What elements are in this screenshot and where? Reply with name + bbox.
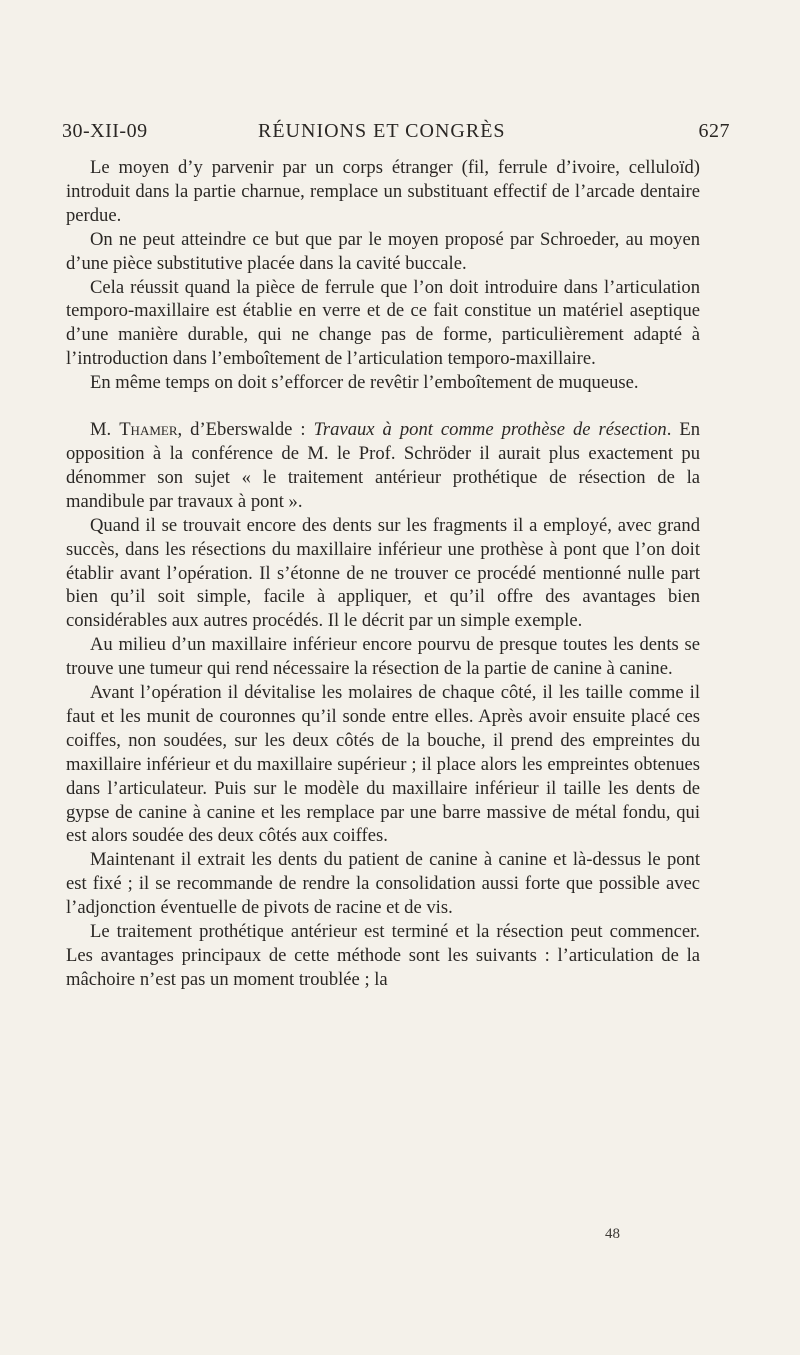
- thamer-text: . En opposition à la conférence de M. le Prof. Schröder il aurait plus exactement pu dénommer son sujet « le traitement antérieur prothétique de résection de la mandibule par travaux à pont ».: [66, 419, 701, 512]
- thamer-paragraph: [66, 418, 700, 514]
- header-section-title: RÉUNIONS ET CONGRÈS: [258, 120, 506, 142]
- paragraph: Cela réussit quand la pièce de ferrule que l’on doit introduire dans l’articulation temporo-maxillaire est établie en verre et de ce fait constitue un matériel aseptique d’une manière durable, qui ne change pas de forme, particulièrement adapté à l’introduction dans l’emboîtement de l’articulation temporo-maxillaire.: [66, 276, 700, 370]
- header-date: 30-XII-09: [62, 120, 148, 142]
- author-name: Thamer: [119, 419, 178, 441]
- paragraph: Maintenant il extrait les dents du patient de canine à canine et là-dessus le pont est fixé ; il se recommande de rendre la consolidation aussi forte que possible avec l’adjonction éventuelle de pivots de racine et de vis.: [66, 849, 700, 919]
- page-number: 627: [698, 120, 730, 142]
- author-place: , d’Eberswalde :: [177, 419, 314, 441]
- paragraph: Le traitement prothétique antérieur est terminé et la résection peut commencer. Les avantages principaux de cette méthode sont les suivants : l’articulation de la mâchoire n’est pas un moment troublée ; la: [66, 921, 700, 990]
- paragraph: Le moyen d’y parvenir par un corps étranger (fil, ferrule d’ivoire, celluloïd) introduit dans la partie charnue, remplace un substituant effectif de l’arcade dentaire perdue.: [66, 157, 700, 226]
- paragraph: On ne peut atteindre ce but que par le moyen proposé par Schroeder, au moyen d’une pièce substitutive placée dans la cavité buccale.: [66, 228, 700, 274]
- body-text: [66, 156, 700, 992]
- signature-mark: 48: [605, 1226, 620, 1242]
- talk-title: Travaux à pont comme prothèse de résection: [313, 419, 667, 441]
- author-prefix: M.: [90, 419, 120, 441]
- paragraph: Quand il se trouvait encore des dents sur les fragments il a employé, avec grand succès, dans les résections du maxillaire inférieur une prothèse à pont que l’on doit établir avant l’opération. Il s’étonne de ne trouver ce procédé mentionné nulle part bien qu’il soit simple, facile à appliquer, et qu’il offre des avantages bien considérables aux autres procédés. Il le décrit par un simple exemple.: [66, 514, 700, 632]
- running-header: [62, 120, 730, 150]
- paragraph: En même temps on doit s’efforcer de revêtir l’emboîtement de muqueuse.: [90, 372, 639, 394]
- paragraph: Avant l’opération il dévitalise les molaires de chaque côté, il les taille comme il faut et les munit de couronnes qu’il sonde entre elles. Après avoir ensuite placé ces coiffes, non soudées, sur les deux côtés de la bouche, il prend des empreintes du maxillaire inférieur et du maxillaire supérieur ; il place alors les empreintes obtenues dans l’articulateur. Puis sur le modèle du maxillaire inférieur il taille les dents de gypse de canine à canine et les remplace par une barre massive de métal fondu, qui est alors soudée des deux côtés aux coiffes.: [66, 682, 700, 847]
- paragraph: Au milieu d’un maxillaire inférieur encore pourvu de presque toutes les dents se trouve une tumeur qui rend nécessaire la résection de la partie de canine à canine.: [66, 634, 700, 680]
